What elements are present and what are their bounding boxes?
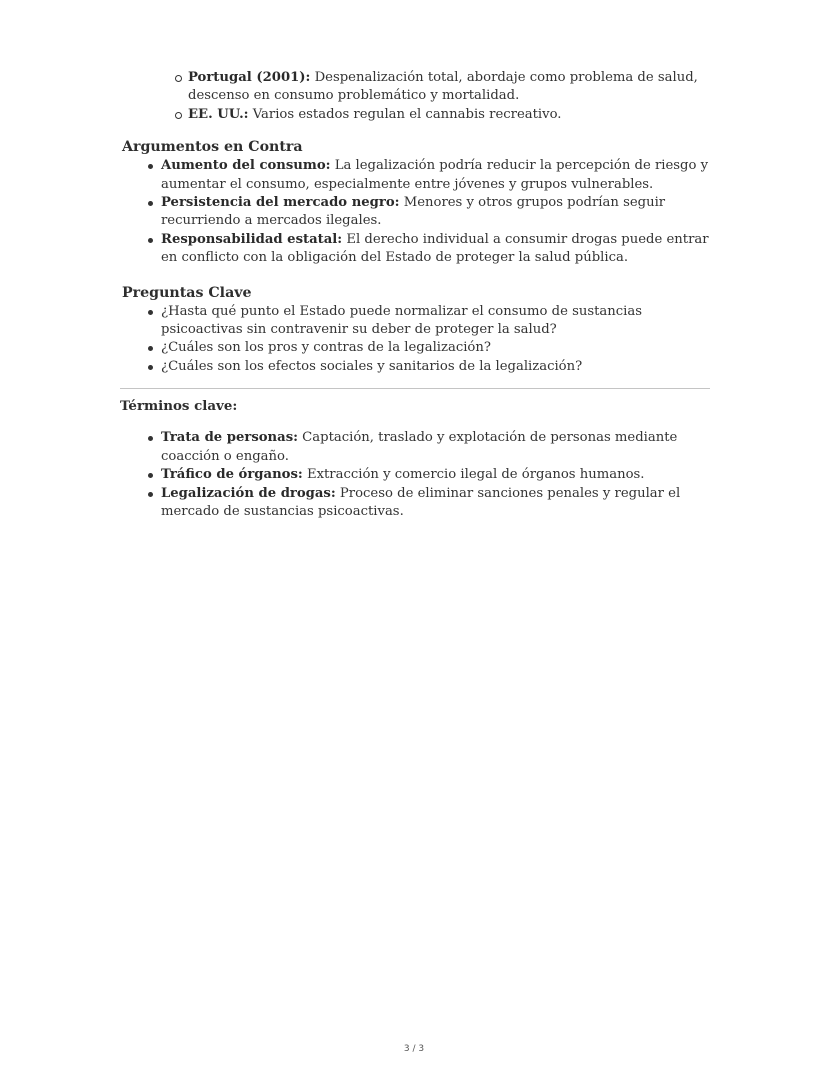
section-heading-key-questions: Preguntas Clave xyxy=(122,284,252,301)
list-item xyxy=(175,106,710,124)
key-terms-heading: Términos clave: xyxy=(120,398,238,415)
list-item xyxy=(148,157,710,194)
term-label: Legalización de drogas: xyxy=(161,485,336,501)
page-number: 3 / 3 xyxy=(403,1044,425,1054)
list-item: ¿Hasta qué punto el Estado puede normalizar el consumo de sustancias psicoactivas sin contravenir su deber de proteger la salud? xyxy=(148,303,710,340)
list-item: ¿Cuáles son los efectos sociales y sanitarios de la legalización? xyxy=(148,358,710,376)
arguments-against-list xyxy=(148,157,710,267)
term-description: Menores y otros grupos podrían seguir recurriendo a mercados ilegales. xyxy=(161,195,666,229)
page-content xyxy=(120,69,710,521)
term-label: Trata de personas: xyxy=(161,430,298,446)
term-label: Portugal (2001): xyxy=(188,70,311,85)
term-label: EE. UU.: xyxy=(188,106,249,122)
list-item xyxy=(148,231,710,268)
term-description: El derecho individual a consumir drogas puede entrar en conflicto con la obligación del Estado de proteger la salud pública. xyxy=(161,231,709,266)
list-item: ¿Cuáles son los pros y contras de la legalización? xyxy=(148,339,710,357)
horizontal-divider xyxy=(120,388,710,389)
term-description: Despenalización total, abordaje como problema de salud, descenso en consumo problemático y mortalidad. xyxy=(188,70,698,104)
key-questions-list xyxy=(148,303,710,377)
term-label: Persistencia del mercado negro: xyxy=(161,195,400,211)
list-item xyxy=(148,466,710,484)
section-heading-arguments-against: Argumentos en Contra xyxy=(122,139,303,156)
term-description: Varios estados regulan el cannabis recreativo. xyxy=(248,106,562,122)
list-item xyxy=(175,69,710,106)
key-terms-list xyxy=(148,429,710,521)
list-item xyxy=(148,485,710,522)
term-description: Extracción y comercio ilegal de órganos humanos. xyxy=(302,467,645,483)
term-description: Proceso de eliminar sanciones penales y regular el mercado de sustancias psicoactivas. xyxy=(161,485,681,519)
term-label: Tráfico de órganos: xyxy=(161,467,303,483)
list-item xyxy=(148,194,710,231)
term-label: Responsabilidad estatal: xyxy=(161,231,343,247)
term-label: Aumento del consumo: xyxy=(161,158,331,174)
term-description: La legalización podría reducir la percepción de riesgo y aumentar el consumo, especialmente entre jóvenes y grupos vulnerables. xyxy=(161,158,709,192)
country-examples-list xyxy=(188,69,710,124)
list-item xyxy=(148,429,710,466)
term-description: Captación, traslado y explotación de personas mediante coacción o engaño. xyxy=(161,430,678,464)
